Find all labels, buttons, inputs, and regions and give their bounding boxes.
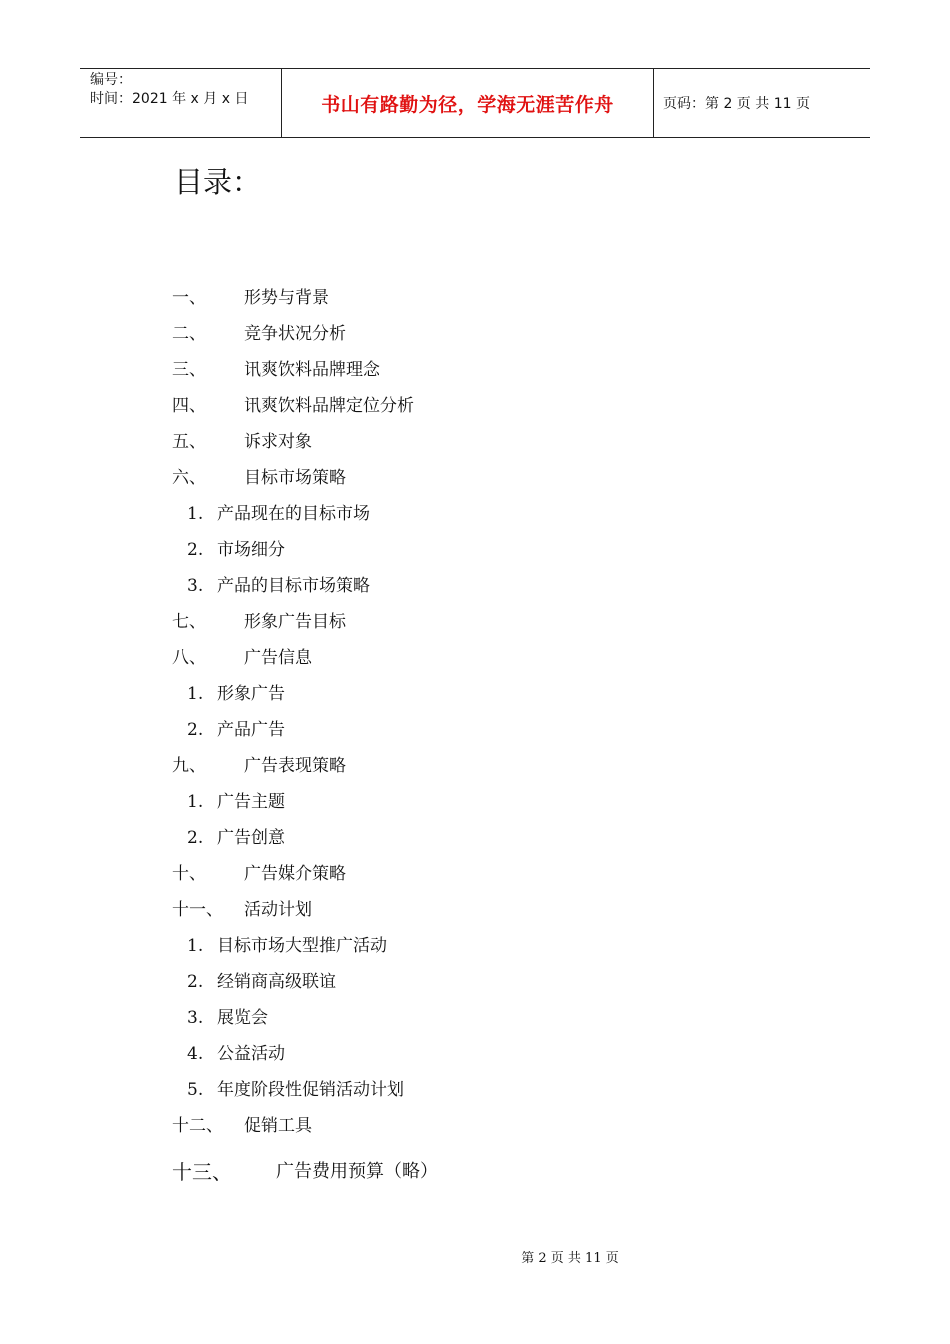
toc-item-number: 1. [187, 684, 204, 704]
page-footer [0, 1247, 950, 1266]
toc-item-number: 四、 [172, 396, 206, 416]
toc-item-number: 七、 [172, 612, 206, 632]
toc-item-text: 广告表现策略 [244, 756, 346, 776]
document-header [80, 68, 870, 138]
toc-item-number: 十一、 [172, 900, 223, 920]
toc-item-number: 六、 [172, 468, 206, 488]
header-page-info: 页码：第 2 页 共 11 页 [663, 96, 810, 112]
toc-item-text: 广告媒介策略 [244, 864, 346, 884]
toc-item-number: 十三、 [172, 1160, 232, 1184]
time-label: 时间：2021 年 x 月 x 日 [90, 91, 249, 107]
toc-item-number: 三、 [172, 360, 206, 380]
toc-item-text: 活动计划 [244, 900, 312, 920]
toc-item-number: 1. [187, 936, 204, 956]
motto-text: 书山有路勤为径，学海无涯苦作舟 [321, 93, 614, 116]
toc-item-text: 产品现在的目标市场 [217, 504, 370, 524]
toc-item-text: 促销工具 [244, 1116, 312, 1136]
toc-item-text: 展览会 [217, 1008, 268, 1028]
toc-item-number: 2. [187, 720, 204, 740]
toc-item-text: 公益活动 [217, 1044, 285, 1064]
number-label: 编号： [90, 72, 132, 88]
toc-item-number: 十、 [172, 864, 206, 884]
toc-item-number: 2. [187, 828, 204, 848]
toc-item-number: 九、 [172, 756, 206, 776]
toc-item-number: 3. [187, 576, 204, 596]
toc-title: 目录： [174, 165, 262, 199]
toc-item-number: 2. [187, 540, 204, 560]
toc-item-text: 目标市场策略 [244, 468, 346, 488]
toc-item-number: 五、 [172, 432, 206, 452]
toc-item-number: 十二、 [172, 1116, 223, 1136]
header-page-cell [654, 69, 870, 137]
toc-item-number: 1. [187, 504, 204, 524]
toc-item-text: 经销商高级联谊 [217, 972, 336, 992]
header-meta-cell [80, 69, 282, 137]
toc-item-text: 讯爽饮料品牌理念 [244, 360, 380, 380]
toc-item-text: 目标市场大型推广活动 [217, 936, 387, 956]
toc-item-text: 讯爽饮料品牌定位分析 [244, 396, 414, 416]
toc-item-number: 3. [187, 1008, 204, 1028]
toc-item-text: 形势与背景 [244, 288, 329, 308]
toc-item-text: 产品的目标市场策略 [217, 576, 370, 596]
toc-item-text: 竞争状况分析 [244, 324, 346, 344]
toc-item-number: 1. [187, 792, 204, 812]
header-motto-cell [282, 69, 654, 137]
toc-item-number: 2. [187, 972, 204, 992]
toc-item-number: 二、 [172, 324, 206, 344]
toc-item-text: 广告主题 [217, 792, 285, 812]
toc-item-text: 市场细分 [217, 540, 285, 560]
toc-item-text: 形象广告目标 [244, 612, 346, 632]
toc-item-text: 广告费用预算（略） [276, 1161, 438, 1182]
toc-item-number: 八、 [172, 648, 206, 668]
toc-item-text: 产品广告 [217, 720, 285, 740]
toc-item-text: 广告信息 [244, 648, 312, 668]
toc-item-number: 一、 [172, 288, 206, 308]
footer-page-number: 第 2 页 共 11 页 [521, 1251, 619, 1266]
toc-item-number: 5. [187, 1080, 204, 1100]
toc-item-text: 年度阶段性促销活动计划 [217, 1080, 404, 1100]
toc-item-text: 广告创意 [217, 828, 285, 848]
toc-item-text: 形象广告 [217, 684, 285, 704]
toc-item-text: 诉求对象 [244, 432, 312, 452]
toc-item-number: 4. [187, 1044, 204, 1064]
